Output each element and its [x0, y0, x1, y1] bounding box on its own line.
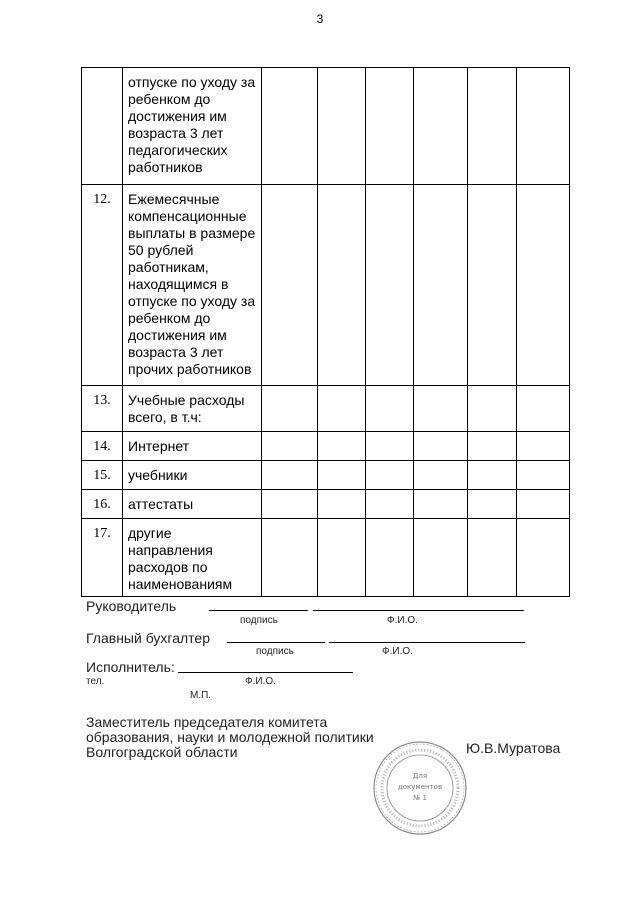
accountant-label: Главный бухгалтер — [86, 630, 210, 646]
value-cell[interactable] — [468, 519, 517, 597]
footer-line-2: образования, науки и молодежной политики — [86, 729, 374, 745]
page-number: 3 — [316, 12, 324, 26]
value-cell[interactable] — [414, 432, 468, 461]
row-description: отпуске по уходу за ребенком до достижения им возраста 3 лет педагогических работников — [123, 68, 262, 185]
value-cell[interactable] — [318, 461, 366, 490]
value-cell[interactable] — [468, 490, 517, 519]
value-cell[interactable] — [468, 461, 517, 490]
value-cell[interactable] — [414, 68, 468, 185]
seal-line-1: Для — [412, 772, 428, 780]
table-row — [82, 185, 570, 386]
value-cell[interactable] — [468, 386, 517, 432]
value-cell[interactable] — [318, 490, 366, 519]
head-name-caption: Ф.И.О. — [387, 615, 418, 626]
value-cell[interactable] — [262, 432, 318, 461]
value-cell[interactable] — [262, 68, 318, 185]
value-cell[interactable] — [318, 68, 366, 185]
value-cell[interactable] — [517, 185, 570, 386]
value-cell[interactable] — [517, 432, 570, 461]
accountant-name-line[interactable] — [329, 642, 525, 643]
footer-position — [86, 715, 374, 760]
seal-line-2: документов — [397, 783, 443, 791]
row-description: другие направления расходов по наименованиям — [123, 519, 262, 597]
value-cell[interactable] — [366, 185, 414, 386]
value-cell[interactable] — [414, 461, 468, 490]
accountant-signature-line[interactable] — [227, 642, 325, 643]
value-cell[interactable] — [366, 461, 414, 490]
value-cell[interactable] — [468, 68, 517, 185]
accountant-name-caption: Ф.И.О. — [382, 646, 413, 657]
value-cell[interactable] — [366, 519, 414, 597]
head-signature-caption: подпись — [240, 615, 278, 626]
phone-label: тел. — [86, 676, 105, 687]
accountant-signature-caption: подпись — [256, 646, 294, 657]
table-row — [82, 461, 570, 490]
row-description: Учебные расходы всего, в т.ч: — [123, 386, 262, 432]
value-cell[interactable] — [517, 461, 570, 490]
budget-table — [81, 67, 570, 597]
value-cell[interactable] — [262, 185, 318, 386]
performer-name-caption: Ф.И.О. — [245, 676, 276, 687]
value-cell[interactable] — [262, 519, 318, 597]
row-description: Ежемесячные компенсационные выплаты в размере 50 рублей работникам, находящимся в отпуске по уходу за ребенком до достижения им возраста 3 лет прочих работников — [123, 185, 262, 386]
value-cell[interactable] — [262, 490, 318, 519]
value-cell[interactable] — [414, 185, 468, 386]
row-description: аттестаты — [123, 490, 262, 519]
head-label: Руководитель — [86, 598, 177, 614]
value-cell[interactable] — [318, 519, 366, 597]
value-cell[interactable] — [517, 68, 570, 185]
value-cell[interactable] — [318, 432, 366, 461]
value-cell[interactable] — [262, 461, 318, 490]
row-number: 13. — [82, 386, 123, 432]
signer-name: Ю.В.Муратова — [466, 740, 561, 756]
head-signature-line[interactable] — [209, 610, 308, 611]
performer-line[interactable] — [178, 672, 353, 673]
value-cell[interactable] — [366, 432, 414, 461]
value-cell[interactable] — [366, 386, 414, 432]
table-row — [82, 490, 570, 519]
row-description: учебники — [123, 461, 262, 490]
row-description: Интернет — [123, 432, 262, 461]
value-cell[interactable] — [468, 185, 517, 386]
performer-label: Исполнитель: — [86, 659, 175, 675]
value-cell[interactable] — [414, 490, 468, 519]
footer-line-1: Заместитель председателя комитета — [86, 714, 328, 730]
value-cell[interactable] — [414, 386, 468, 432]
table-row — [82, 386, 570, 432]
row-number: 17. — [82, 519, 123, 597]
seal-line-3: № 1 — [413, 794, 427, 802]
value-cell[interactable] — [318, 386, 366, 432]
official-seal-icon — [372, 740, 468, 836]
value-cell[interactable] — [366, 490, 414, 519]
table-row — [82, 519, 570, 597]
value-cell[interactable] — [318, 185, 366, 386]
value-cell[interactable] — [468, 432, 517, 461]
head-name-line[interactable] — [313, 610, 524, 611]
value-cell[interactable] — [262, 386, 318, 432]
value-cell[interactable] — [517, 490, 570, 519]
value-cell[interactable] — [517, 386, 570, 432]
row-number: 15. — [82, 461, 123, 490]
stamp-place: М.П. — [190, 690, 212, 701]
value-cell[interactable] — [366, 68, 414, 185]
row-number: 12. — [82, 185, 123, 386]
row-number — [82, 68, 123, 185]
table-row — [82, 432, 570, 461]
table-row — [82, 68, 570, 185]
row-number: 16. — [82, 490, 123, 519]
footer-line-3: Волгоградской области — [86, 744, 238, 760]
row-number: 14. — [82, 432, 123, 461]
value-cell[interactable] — [517, 519, 570, 597]
value-cell[interactable] — [414, 519, 468, 597]
